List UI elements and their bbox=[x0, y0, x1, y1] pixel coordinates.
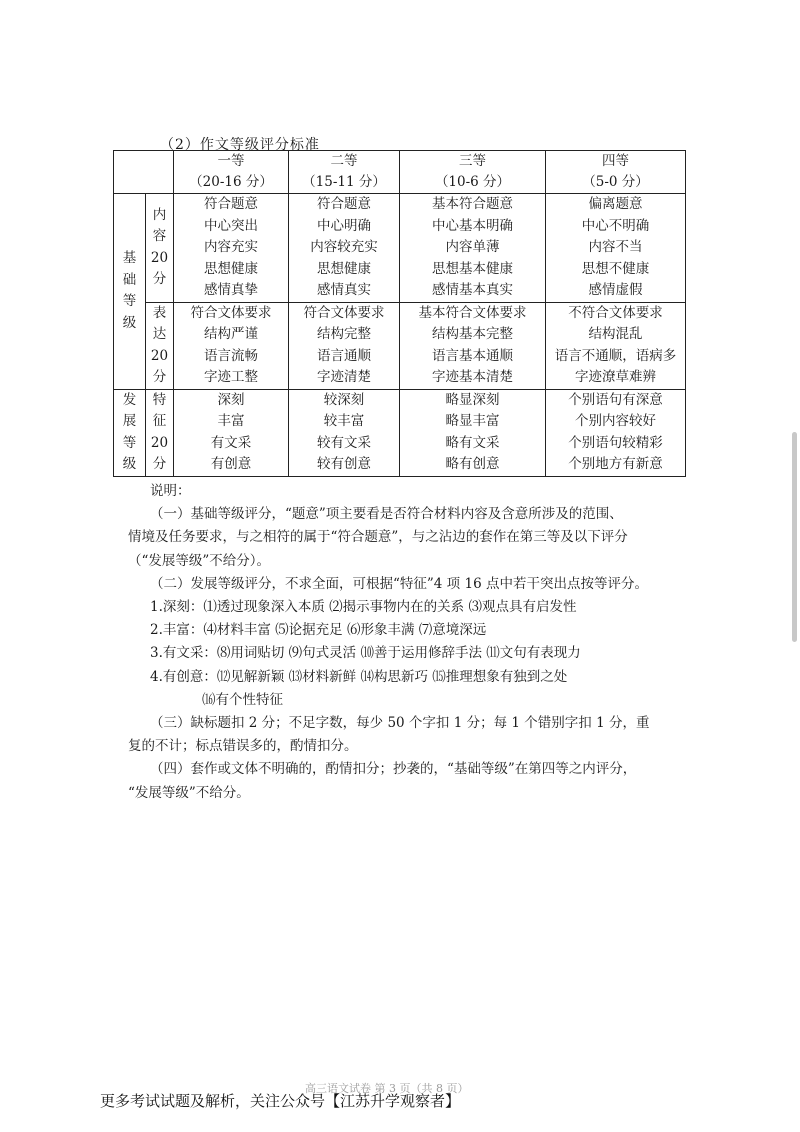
note-line: 复的不计；标点错误多的，酌情扣分。 bbox=[128, 738, 358, 755]
note-line: 3.有文采：⑻用词贴切 ⑼句式灵活 ⑽善于运用修辞手法 ⑾文句有表现力 bbox=[150, 645, 581, 662]
grading-table bbox=[113, 150, 686, 477]
page-footer-faint: 高三语文试卷 第 3 页（共 8 页） bbox=[305, 1082, 469, 1095]
footer-promo-text: 更多考试试题及解析，关注公众号【江苏升学观察者】 bbox=[100, 1092, 461, 1110]
table-cell: 符合题意 中心明确 内容较充实 思想健康 感情真实 bbox=[289, 194, 400, 303]
row-label-feature: 特 征 20 分 bbox=[146, 389, 174, 476]
group-label-development: 发 展 等 级 bbox=[114, 389, 146, 476]
note-line: （四）套作或文体不明确的，酌情扣分；抄袭的，“基础等级”在第四等之内评分， bbox=[150, 761, 637, 778]
header-grade-1: 一等 （20-16 分） bbox=[174, 151, 289, 194]
table-cell: 符合文体要求 结构完整 语言通顺 字迹清楚 bbox=[289, 302, 400, 389]
note-line: 情境及任务要求，与之相符的属于“符合题意”，与之沾边的套作在第三等及以下评分 bbox=[128, 529, 628, 546]
note-line: （三）缺标题扣 2 分；不足字数，每少 50 个字扣 1 分；每 1 个错别字扣 1 分，重 bbox=[150, 715, 650, 732]
table-row-content bbox=[114, 194, 686, 303]
table-cell: 较深刻 较丰富 较有文采 较有创意 bbox=[289, 389, 400, 476]
note-line: ⒃有个性特征 bbox=[202, 691, 283, 708]
table-cell: 深刻 丰富 有文采 有创意 bbox=[174, 389, 289, 476]
table-cell: 个别语句有深意 个别内容较好 个别语句较精彩 个别地方有新意 bbox=[546, 389, 686, 476]
header-grade-4: 四等 （5-0 分） bbox=[546, 151, 686, 194]
note-line: （一）基础等级评分，“题意”项主要看是否符合材料内容及含意所涉及的范围、 bbox=[150, 506, 623, 523]
note-line: 1.深刻：⑴透过现象深入本质 ⑵揭示事物内在的关系 ⑶观点具有启发性 bbox=[150, 599, 577, 616]
header-grade-2: 二等 （15-11 分） bbox=[289, 151, 400, 194]
note-line: 2.丰富：⑷材料丰富 ⑸论据充足 ⑹形象丰满 ⑺意境深远 bbox=[150, 622, 487, 639]
note-line: 4.有创意：⑿见解新颖 ⒀材料新鲜 ⒁构思新巧 ⒂推理想象有独到之处 bbox=[150, 668, 568, 685]
table-cell: 略显深刻 略显丰富 略有文采 略有创意 bbox=[400, 389, 546, 476]
notes-section bbox=[122, 480, 690, 805]
section-title: （2）作文等级评分标准 bbox=[160, 137, 320, 153]
table-cell: 符合文体要求 结构严谨 语言流畅 字迹工整 bbox=[174, 302, 289, 389]
header-grade-3: 三等 （10-6 分） bbox=[400, 151, 546, 194]
group-label-basic: 基 础 等 级 bbox=[114, 194, 146, 390]
table-row-expression bbox=[114, 302, 686, 389]
note-line: （二）发展等级评分，不求全面，可根据“特征”4 项 16 点中若干突出点按等评分。 bbox=[150, 575, 648, 592]
note-line: （“发展等级”不给分）。 bbox=[128, 552, 271, 569]
header-row bbox=[114, 151, 686, 194]
table-cell: 偏离题意 中心不明确 内容不当 思想不健康 感情虚假 bbox=[546, 194, 686, 303]
row-label-expression: 表 达 20 分 bbox=[146, 302, 174, 389]
row-label-content: 内 容 20 分 bbox=[146, 194, 174, 303]
table-cell: 基本符合文体要求 结构基本完整 语言基本通顺 字迹基本清楚 bbox=[400, 302, 546, 389]
table-row-feature bbox=[114, 389, 686, 476]
corner-cell bbox=[114, 151, 174, 194]
table-cell: 基本符合题意 中心基本明确 内容单薄 思想基本健康 感情基本真实 bbox=[400, 194, 546, 303]
notes-heading: 说明： bbox=[150, 483, 191, 499]
scrollbar-thumb[interactable] bbox=[792, 432, 797, 642]
table-cell: 符合题意 中心突出 内容充实 思想健康 感情真挚 bbox=[174, 194, 289, 303]
note-line: “发展等级”不给分。 bbox=[128, 784, 250, 801]
table-cell: 不符合文体要求 结构混乱 语言不通顺，语病多 字迹潦草难辨 bbox=[546, 302, 686, 389]
